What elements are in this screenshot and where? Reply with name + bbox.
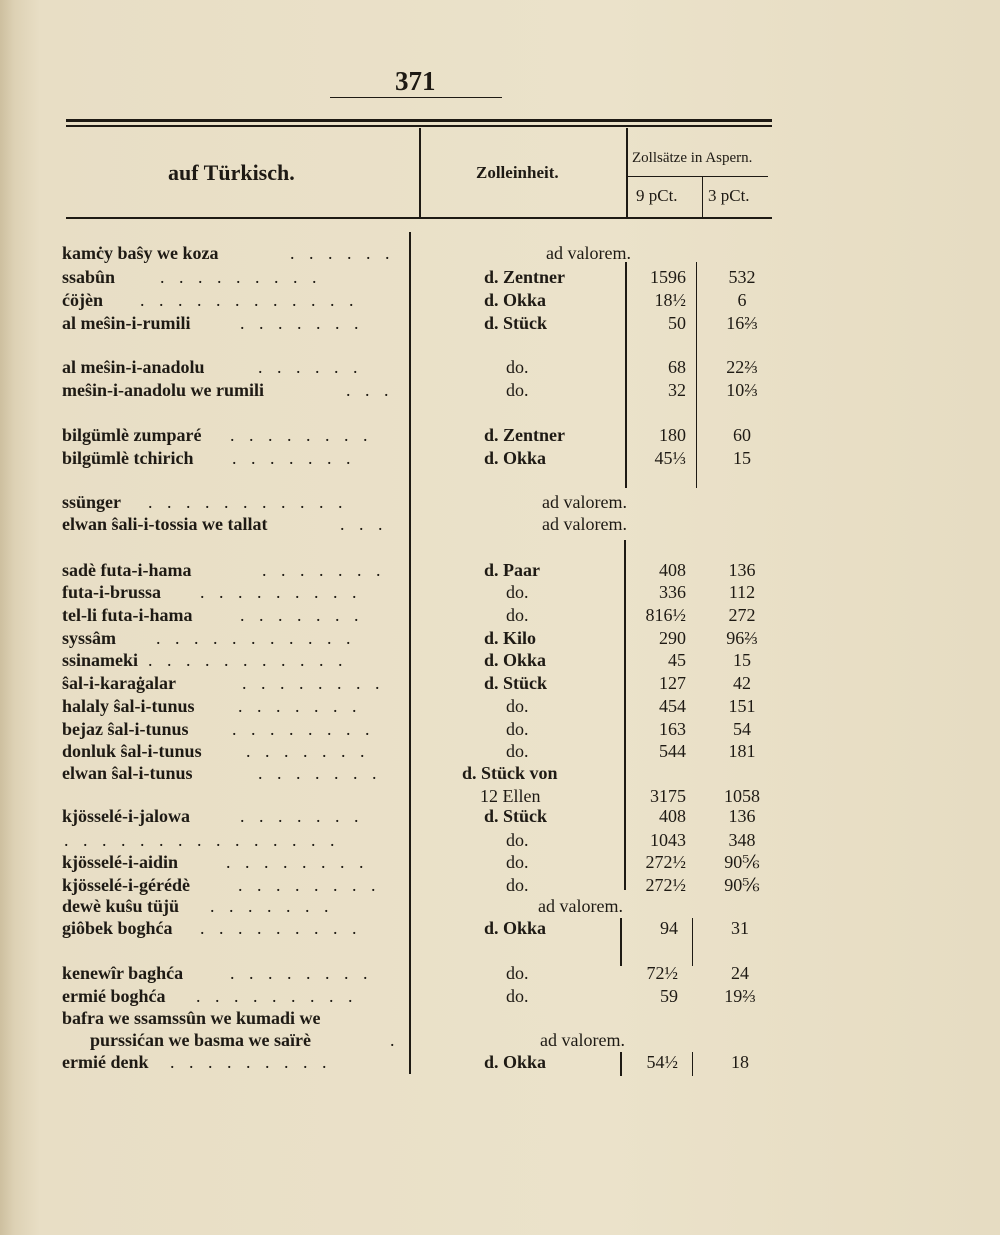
column-header-9pct: 9 pCt. <box>636 186 678 205</box>
unit-cell: d. Okka <box>484 448 547 468</box>
unit-cell: do. <box>506 875 529 895</box>
rate-9pct-cell: 32 <box>668 380 686 400</box>
item-label: ssinameki <box>62 650 139 670</box>
leader-dots: . . . . . . . . . <box>200 918 362 938</box>
rate-3pct-cell: 15 <box>733 650 751 670</box>
leader-dots: . . . . . . . . . . . <box>148 650 348 670</box>
leader-dots: . . . . . . . . <box>238 875 381 895</box>
rate-9pct-cell: 272½ <box>645 852 686 872</box>
table-top-rule <box>66 119 772 122</box>
leader-dots: . <box>390 1030 400 1050</box>
item-label: futa-i-brussa <box>62 582 162 602</box>
rate-3pct-cell: 90⅚ <box>724 852 760 872</box>
leader-dots: . . . . . . . . <box>242 673 385 693</box>
leader-dots: . . . . . . . . <box>226 852 369 872</box>
ad-valorem-cell: ad valorem. <box>546 243 631 263</box>
leader-dots: . . . . . . . . <box>230 963 373 983</box>
leader-dots: . . . . . . . <box>232 448 356 468</box>
rate-3pct-cell: 348 <box>728 830 756 850</box>
item-label: bafra we ssamssûn we kumadi we <box>62 1008 321 1028</box>
leader-dots: . . . . . . . . . <box>196 986 358 1006</box>
rates-subrule <box>628 176 768 177</box>
rate-9pct-cell: 54½ <box>646 1052 678 1072</box>
rate-9pct-cell: 50 <box>668 313 686 333</box>
item-label: kjösselé-i-gérédè <box>62 875 190 895</box>
rate-9pct-cell: 45 <box>668 650 686 670</box>
unit-cell: do. <box>506 830 529 850</box>
rate-9pct-cell: 127 <box>659 673 686 693</box>
leader-dots: . . . . . . . <box>262 560 386 580</box>
item-label: kjösselé-i-aidin <box>62 852 179 872</box>
ad-valorem-cell: ad valorem. <box>542 514 627 534</box>
body-divider-item-unit <box>409 232 411 1074</box>
rate-9pct-cell: 816½ <box>645 605 686 625</box>
header-divider-1 <box>419 128 421 218</box>
ad-valorem-cell: ad valorem. <box>538 896 623 916</box>
rate-3pct-cell: 24 <box>731 963 749 983</box>
item-label: al meŝin-i-anadolu <box>62 357 205 377</box>
leader-dots: . . . . . . . . . . . <box>156 628 356 648</box>
rate-3pct-cell: 19⅔ <box>724 986 756 1006</box>
leader-dots: . . . . . . . <box>238 696 362 716</box>
unit-cell: do. <box>506 741 529 761</box>
leader-dots: . . . . . . . <box>258 763 382 783</box>
item-label: dewè kuŝu tüjü <box>62 896 180 916</box>
unit-cell: d. Kilo <box>484 628 537 648</box>
leader-dots: . . . . . . . . . <box>200 582 362 602</box>
item-label: al meŝin-i-rumili <box>62 313 191 333</box>
item-label: purssićan we basma we saïrè <box>90 1030 311 1050</box>
rate-3pct-cell: 151 <box>728 696 756 716</box>
rate-3pct-cell: 181 <box>728 741 756 761</box>
rate-9pct-cell: 336 <box>659 582 686 602</box>
body-divider-3-seg1 <box>696 262 697 488</box>
leader-dots: . . . . . . . . <box>232 719 375 739</box>
rate-9pct-cell: 290 <box>659 628 686 648</box>
body-divider-3-seg3 <box>692 918 693 966</box>
rate-9pct-cell: 45⅓ <box>654 448 686 468</box>
rate-3pct-cell: 96⅔ <box>726 628 758 648</box>
item-label: halaly ŝal-i-tunus <box>62 696 195 716</box>
item-label: ssünger <box>62 492 122 512</box>
leader-dots: . . . . . . . . . . . . <box>140 290 359 310</box>
item-label: ćöjèn <box>62 290 103 310</box>
leader-dots: . . . . . . . . <box>230 425 373 445</box>
rate-9pct-cell: 18½ <box>654 290 686 310</box>
unit-cell: d. Zentner <box>484 425 565 445</box>
leader-dots: . . . . . . . <box>240 806 364 826</box>
column-header-rates: Zollsätze in Aspern. <box>632 150 753 166</box>
item-label: ermié boghća <box>62 986 166 1006</box>
rate-3pct-cell: 16⅔ <box>726 313 758 333</box>
leader-dots: . . . . . . . <box>246 741 370 761</box>
rate-9pct-cell: 72½ <box>646 963 678 983</box>
rate-9pct-cell: 59 <box>660 986 678 1006</box>
unit-cell: d. Paar <box>484 560 540 580</box>
item-label: ermié denk <box>62 1052 149 1072</box>
leader-dots: . . . <box>340 514 388 534</box>
unit-cell: d. Okka <box>484 650 547 670</box>
leader-dots: . . . . . . . <box>240 605 364 625</box>
table-top-rule-2 <box>66 125 772 127</box>
column-header-unit: Zolleinheit. <box>476 163 559 182</box>
rate-9pct-cell: 180 <box>659 425 686 445</box>
item-label: meŝin-i-anadolu we rumili <box>62 380 265 400</box>
unit-cell: 12 Ellen <box>480 786 541 806</box>
item-label: syssâm <box>62 628 117 648</box>
page-number: 371 <box>395 66 436 96</box>
rate-3pct-cell: 136 <box>728 806 756 826</box>
unit-cell: do. <box>506 963 529 983</box>
rate-3pct-cell: 90⅚ <box>724 875 760 895</box>
rate-3pct-cell: 136 <box>728 560 756 580</box>
item-label: kenewîr baghća <box>62 963 184 983</box>
item-label: elwan ŝali-i-tossia we tallat <box>62 514 268 534</box>
item-label: elwan ŝal-i-tunus <box>62 763 193 783</box>
column-header-3pct: 3 pCt. <box>708 186 750 205</box>
rate-9pct-cell: 408 <box>659 806 686 826</box>
unit-cell: d. Okka <box>484 1052 547 1072</box>
rate-3pct-cell: 6 <box>737 290 747 310</box>
rate-3pct-cell: 60 <box>733 425 751 445</box>
leader-dots: . . . . . . <box>290 243 395 263</box>
unit-cell: d. Stück <box>484 673 548 693</box>
item-label: donluk ŝal-i-tunus <box>62 741 202 761</box>
unit-cell: do. <box>506 986 529 1006</box>
item-label: kjösselé-i-jalowa <box>62 806 190 826</box>
rate-9pct-cell: 454 <box>659 696 686 716</box>
column-header-item: auf Türkisch. <box>168 160 295 185</box>
unit-cell: do. <box>506 719 529 739</box>
rate-3pct-cell: 31 <box>731 918 749 938</box>
leader-dots: . . . . . . . . . . . . . . . <box>64 830 340 850</box>
rate-3pct-cell: 112 <box>728 582 756 602</box>
unit-cell: do. <box>506 852 529 872</box>
rate-9pct-cell: 1596 <box>650 267 686 287</box>
rate-9pct-cell: 1043 <box>650 830 686 850</box>
ad-valorem-cell: ad valorem. <box>540 1030 625 1050</box>
rate-9pct-cell: 94 <box>660 918 678 938</box>
rate-9pct-cell: 3175 <box>650 786 686 806</box>
ad-valorem-cell: ad valorem. <box>542 492 627 512</box>
header-divider-2 <box>626 128 628 218</box>
unit-cell: d. Okka <box>484 290 547 310</box>
leader-dots: . . . . . . . . . <box>160 267 322 287</box>
unit-cell: d. Stück <box>484 806 548 826</box>
rate-9pct-cell: 408 <box>659 560 686 580</box>
unit-cell: do. <box>506 582 529 602</box>
unit-cell: d. Stück <box>484 313 548 333</box>
leader-dots: . . . . . . . . . <box>170 1052 332 1072</box>
leader-dots: . . . . . . <box>258 357 363 377</box>
rate-3pct-cell: 532 <box>728 267 756 287</box>
rate-3pct-cell: 272 <box>728 605 756 625</box>
page-number-rule <box>330 97 502 98</box>
rate-9pct-cell: 68 <box>668 357 686 377</box>
rate-9pct-cell: 272½ <box>645 875 686 895</box>
item-label: bejaz ŝal-i-tunus <box>62 719 189 739</box>
header-divider-3 <box>702 176 703 218</box>
leader-dots: . . . . . . . . . . . <box>148 492 348 512</box>
rate-9pct-cell: 163 <box>659 719 686 739</box>
unit-cell: d. Okka <box>484 918 547 938</box>
item-label: kamċy baŝy we koza <box>62 243 219 263</box>
item-label: bilgümlè zumparé <box>62 425 202 445</box>
rate-3pct-cell: 1058 <box>724 786 760 806</box>
rate-3pct-cell: 54 <box>733 719 751 739</box>
unit-cell: d. Stück von <box>462 763 558 783</box>
leader-dots: . . . <box>346 380 394 400</box>
rate-3pct-cell: 10⅔ <box>726 380 758 400</box>
item-label: giôbek boghća <box>62 918 173 938</box>
unit-cell: d. Zentner <box>484 267 565 287</box>
unit-cell: do. <box>506 380 529 400</box>
unit-cell: do. <box>506 605 529 625</box>
item-label: ŝal-i-karaġalar <box>62 673 176 693</box>
item-label: ssabûn <box>62 267 116 287</box>
body-divider-3-seg4 <box>692 1052 693 1076</box>
rate-9pct-cell: 544 <box>659 741 686 761</box>
rate-3pct-cell: 15 <box>733 448 751 468</box>
item-label: bilgümlè tchirich <box>62 448 194 468</box>
rate-3pct-cell: 22⅔ <box>726 357 758 377</box>
header-bottom-rule <box>66 217 772 219</box>
item-label: tel-li futa-i-hama <box>62 605 193 625</box>
rate-3pct-cell: 18 <box>731 1052 749 1072</box>
unit-cell: do. <box>506 696 529 716</box>
leader-dots: . . . . . . . <box>240 313 364 333</box>
rate-3pct-cell: 42 <box>733 673 751 693</box>
leader-dots: . . . . . . . <box>210 896 334 916</box>
item-label: sadè futa-i-hama <box>62 560 192 580</box>
unit-cell: do. <box>506 357 529 377</box>
